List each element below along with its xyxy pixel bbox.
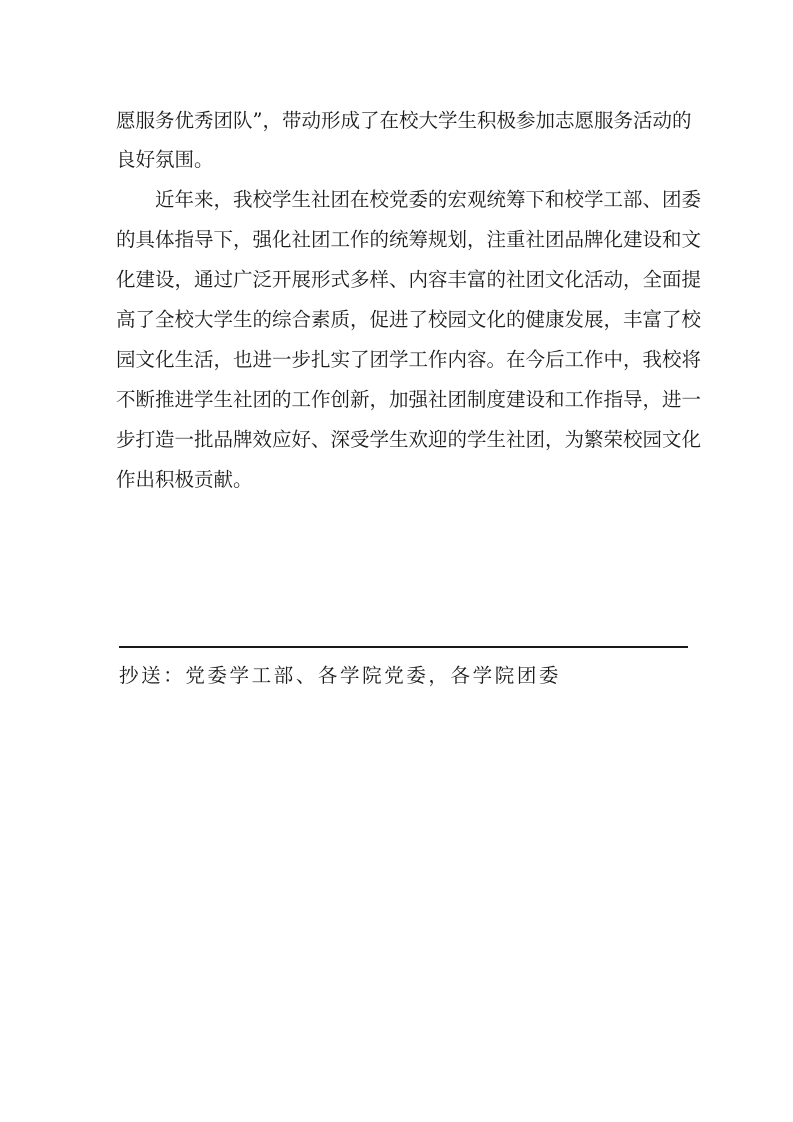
cc-recipients: 党委学工部、各学院党委，各学院团委 <box>185 664 562 687</box>
text-line: 良好氛围。 <box>116 148 214 171</box>
text-line: 近年来，我校学生社团在校党委的宏观统筹下和校学工部、团委 <box>155 188 702 211</box>
text-line: 高了全校大学生的综合素质，促进了校园文化的健康发展，丰富了校 <box>116 308 702 331</box>
text-line: 化建设，通过广泛开展形式多样、内容丰富的社团文化活动，全面提 <box>116 268 702 291</box>
text-line: 的具体指导下，强化社团工作的统筹规划，注重社团品牌化建设和文 <box>116 228 702 251</box>
text-line: 不断推进学生社团的工作创新，加强社团制度建设和工作指导，进一 <box>116 388 702 411</box>
cc-line <box>119 658 561 694</box>
text-line: 园文化生活，也进一步扎实了团学工作内容。在今后工作中，我校将 <box>116 348 702 371</box>
cc-label: 抄送： <box>119 664 186 687</box>
divider-line <box>119 646 688 648</box>
text-line: 步打造一批品牌效应好、深受学生欢迎的学生社团，为繁荣校园文化 <box>116 428 702 451</box>
text-line: 作出积极贡献。 <box>116 468 253 491</box>
text-line: 愿服务优秀团队”，带动形成了在校大学生积极参加志愿服务活动的 <box>116 109 692 132</box>
